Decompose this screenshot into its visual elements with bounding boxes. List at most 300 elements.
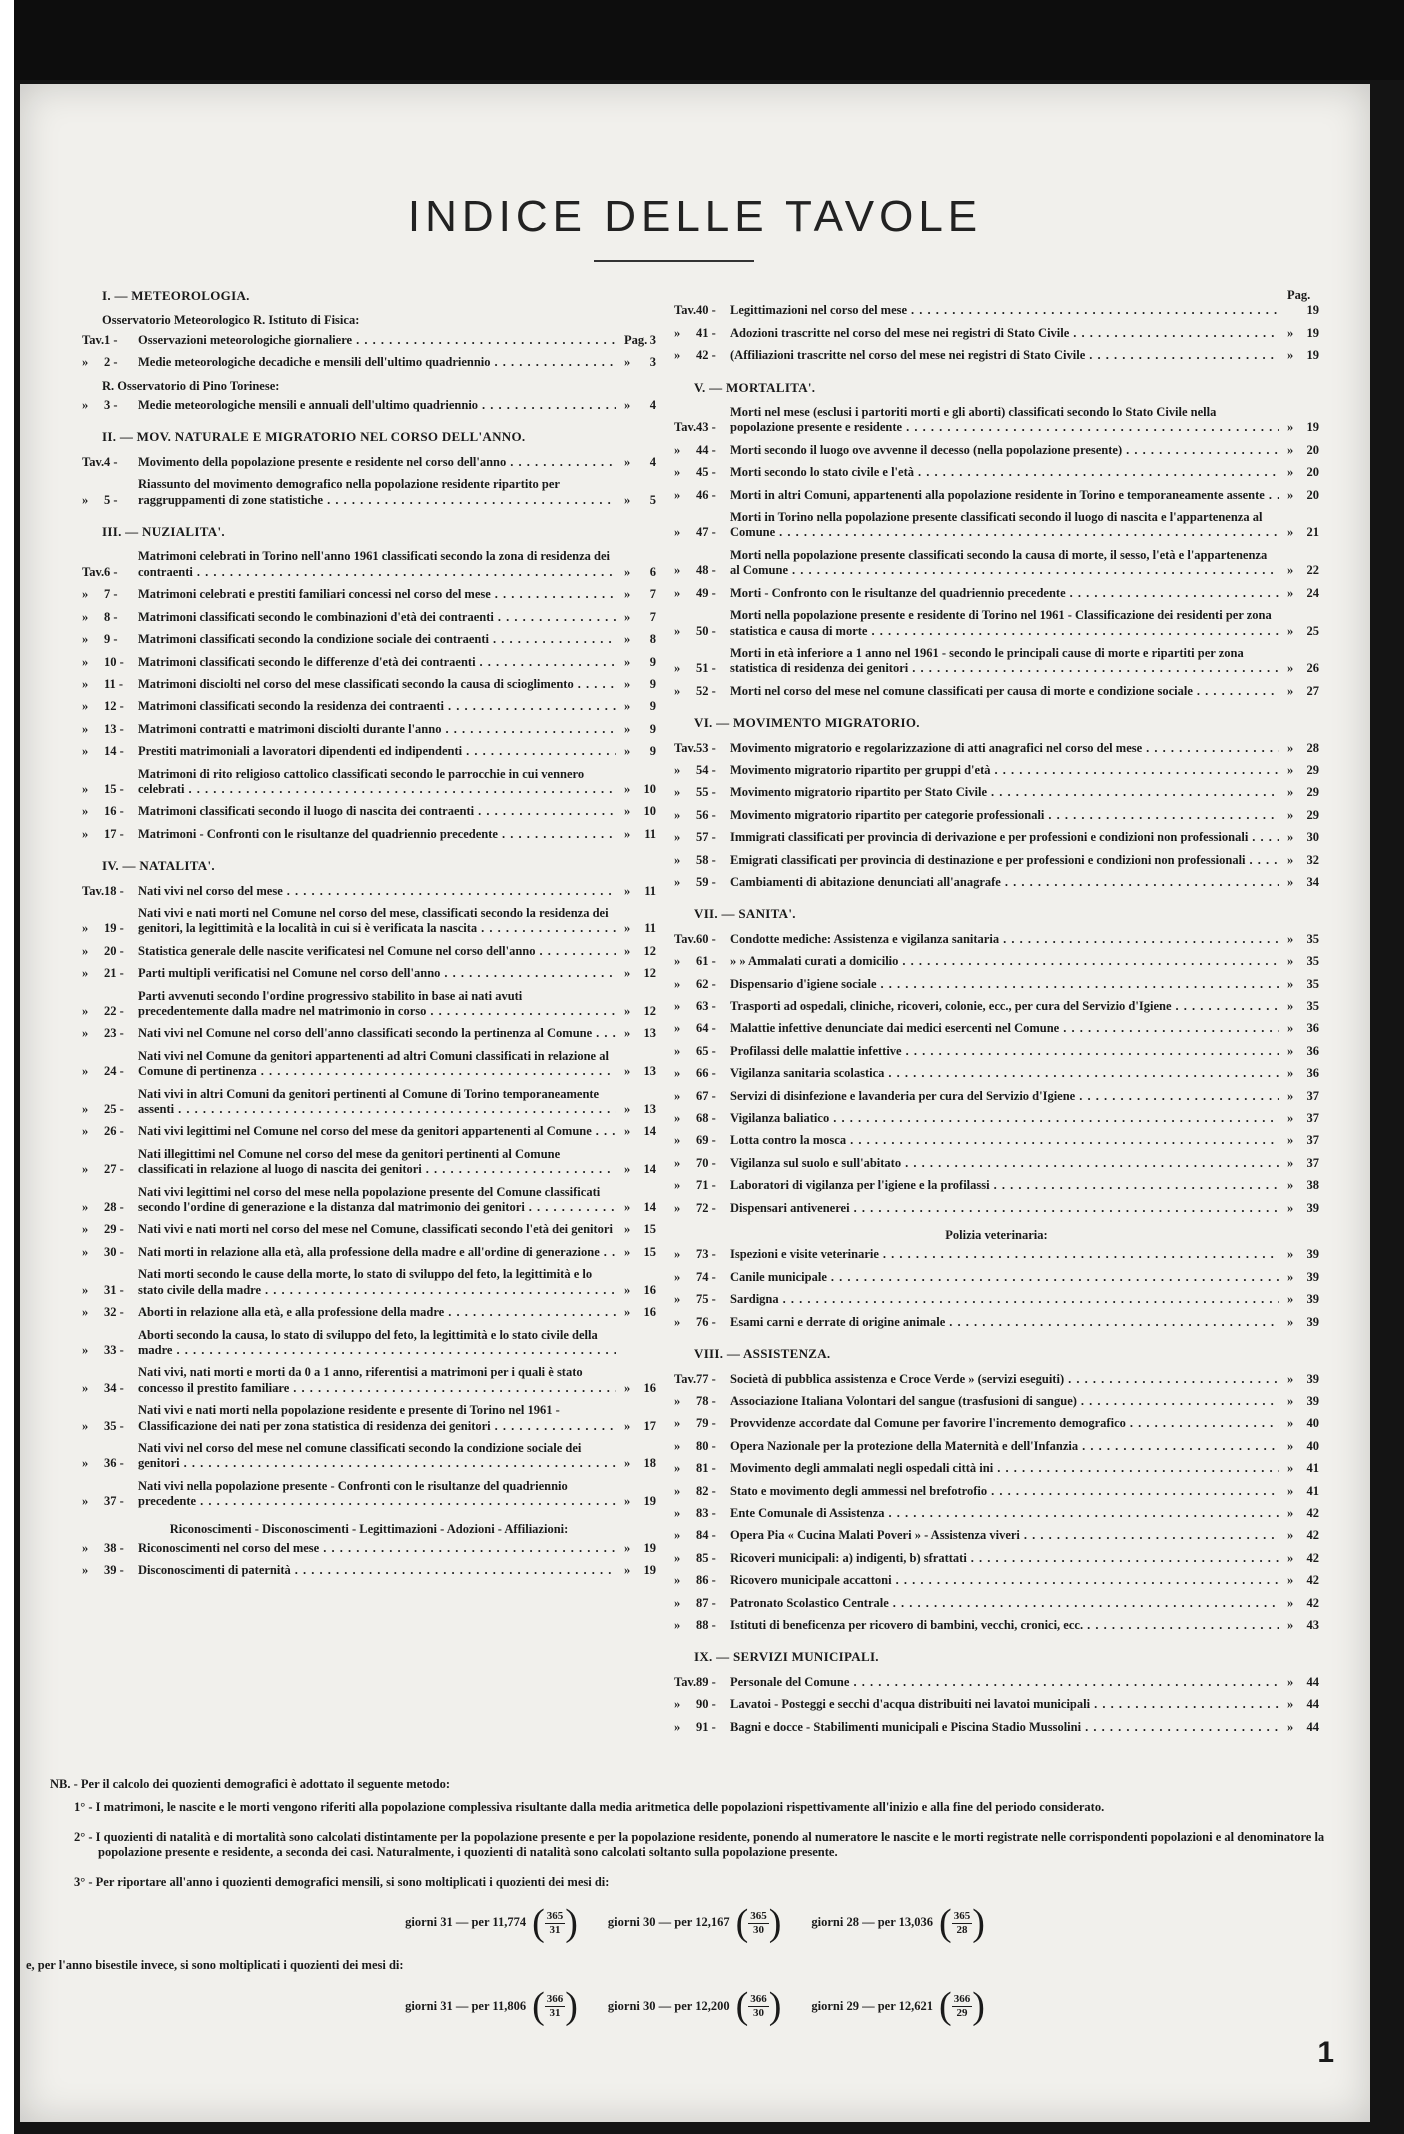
entry-page-number: 6	[649, 564, 656, 579]
entry-page	[1279, 1156, 1319, 1171]
entry-prefix: »	[674, 1292, 681, 1307]
entry-page-prefix: »	[1287, 762, 1294, 777]
entry-number: 23 -	[104, 1026, 124, 1041]
entry-prefix: »	[674, 1438, 681, 1453]
entry-number: 47 -	[696, 525, 716, 540]
entry-prefix: Tav.	[82, 454, 105, 469]
table-entry	[82, 884, 656, 899]
entry-prefix: »	[674, 1066, 681, 1081]
entry-prefix: »	[674, 487, 681, 502]
entry-number: 36 -	[104, 1456, 124, 1471]
entry-page-number: 40	[1306, 1416, 1319, 1431]
entry-page-prefix: »	[624, 1456, 631, 1471]
entry-page-number: 42	[1306, 1595, 1319, 1610]
entry-number: 11 -	[104, 676, 124, 691]
entry-title: Movimento migratorio e regolarizzazione di atti anagrafici nel corso del mese . . .	[730, 741, 1279, 756]
entry-prefix: »	[82, 1282, 89, 1297]
entry-prefix: »	[82, 492, 89, 507]
entry-page-prefix: »	[624, 744, 631, 759]
entry-page-prefix: »	[624, 781, 631, 796]
entry-prefix: »	[82, 699, 89, 714]
entry-page	[1279, 420, 1319, 435]
entry-number: 79 -	[696, 1416, 716, 1431]
entry-number: 19 -	[104, 921, 124, 936]
entry-page-number: 20	[1306, 442, 1319, 457]
table-entry	[82, 1328, 656, 1359]
entry-page-number: 12	[643, 943, 656, 958]
entry-page	[616, 1124, 656, 1139]
entry-page-prefix: »	[1287, 785, 1294, 800]
entry-number: 77 -	[696, 1371, 716, 1386]
entry-title: Morti in Torino nella popolazione presente classificati secondo il luogo di nascita e l'appartenenza al Comune . . .	[730, 510, 1279, 541]
entry-title: Stato e movimento degli ammessi nel brefotrofio . . .	[730, 1484, 1279, 1499]
table-entry	[82, 944, 656, 959]
formula-row-leap-year	[50, 1985, 1340, 2028]
entry-page	[1279, 1021, 1319, 1036]
entry-page-number: 16	[643, 1380, 656, 1395]
entry-number: 72 -	[696, 1200, 716, 1215]
formula	[811, 1902, 985, 1945]
entry-title: Matrimoni contratti e matrimoni disciolti durante l'anno . . .	[138, 722, 616, 737]
entry-page-prefix: »	[1287, 1292, 1294, 1307]
entry-number: 78 -	[696, 1393, 716, 1408]
entry-page	[1279, 1528, 1319, 1543]
entry-page-number: 44	[1306, 1674, 1319, 1689]
entry-number: 54 -	[696, 762, 716, 777]
entry-number: 74 -	[696, 1269, 716, 1284]
entry-prefix: »	[674, 683, 681, 698]
fraction	[939, 1902, 985, 1945]
entry-number: 45 -	[696, 465, 716, 480]
entry-page-number: 13	[643, 1026, 656, 1041]
entry-page-prefix: »	[624, 1222, 631, 1237]
entry-title: Nati vivi in altri Comuni da genitori pertinenti al Comune di Torino temporaneamente assenti . . .	[138, 1087, 616, 1118]
entry-title: Aborti secondo la causa, lo stato di sviluppo del feto, la legittimità e lo stato civile della madre . . .	[138, 1328, 616, 1359]
entry-page-prefix: »	[1287, 1043, 1294, 1058]
entry-page-prefix: »	[624, 1004, 631, 1018]
entry-prefix: »	[674, 1617, 681, 1632]
entry-page	[616, 944, 656, 959]
table-entry	[674, 608, 1319, 639]
entry-page	[616, 333, 656, 348]
formula	[405, 1902, 578, 1945]
entry-title: Cambiamenti di abitazione denunciati all'anagrafe . . .	[730, 875, 1279, 890]
entry-number: 68 -	[696, 1111, 716, 1126]
entry-page	[1279, 1439, 1319, 1454]
entry-page-prefix: »	[624, 1026, 631, 1041]
entry-page	[1279, 465, 1319, 480]
entry-number: 25 -	[104, 1102, 124, 1117]
entry-title: Nati vivi e nati morti nella popolazione residente e presente di Torino nel 1961 - Classificazione dei nati per zona statistica di residenza dei genitori . . .	[138, 1403, 616, 1434]
table-entry	[82, 989, 656, 1020]
entry-page-number: 29	[1306, 762, 1319, 777]
entry-prefix: »	[82, 1064, 89, 1079]
entry-page	[1279, 999, 1319, 1014]
formula	[607, 1902, 782, 1945]
entry-page-number: 32	[1306, 852, 1319, 867]
fraction-body	[748, 1910, 769, 1937]
table-entry	[82, 587, 656, 602]
entry-page	[1279, 932, 1319, 947]
entry-page	[1279, 741, 1319, 756]
entry-title: Nati vivi nel Comune da genitori appartenenti ad altri Comuni classificati in relazione al Comune di pertinenza . . .	[138, 1049, 616, 1080]
entry-title: Lotta contro la mosca . . .	[730, 1133, 1279, 1148]
entry-prefix: »	[82, 804, 89, 819]
formula-label: giorni 29 — per 12,621	[811, 1998, 934, 2013]
entry-prefix: »	[674, 1133, 681, 1148]
entry-page-prefix: »	[624, 609, 631, 624]
entry-page-number: 30	[1306, 830, 1319, 845]
entry-page-number: 35	[1306, 976, 1319, 991]
entry-page	[616, 455, 656, 470]
entry-prefix: »	[82, 1563, 89, 1578]
table-entry	[674, 785, 1319, 800]
entry-number: 57 -	[696, 830, 716, 845]
entry-page-prefix: »	[624, 1064, 631, 1079]
entry-prefix: »	[674, 585, 681, 600]
entry-prefix: »	[82, 398, 89, 413]
entry-page	[1279, 1372, 1319, 1387]
entry-page-number: 44	[1306, 1697, 1319, 1712]
entry-prefix: »	[82, 1418, 89, 1433]
entry-page	[616, 1494, 656, 1509]
entry-prefix: Tav.	[674, 420, 697, 435]
entry-page-prefix: »	[1287, 1393, 1294, 1408]
entry-page-number: 9	[649, 699, 656, 714]
table-entry	[674, 1394, 1319, 1409]
entry-page-prefix: »	[624, 1494, 631, 1509]
entry-number: 41 -	[696, 325, 716, 340]
entry-page-number: 12	[643, 966, 656, 981]
entry-page-number: 44	[1306, 1719, 1319, 1734]
entry-page-prefix: »	[624, 1244, 631, 1259]
fraction-denominator: 29	[956, 2006, 968, 2019]
entry-prefix: »	[674, 830, 681, 845]
entry-page-prefix: »	[1287, 1416, 1294, 1431]
entry-page-number: 37	[1306, 1088, 1319, 1103]
entry-number: 17 -	[104, 826, 124, 841]
entry-page-number: 38	[1306, 1178, 1319, 1193]
fraction-denominator: 30	[752, 1923, 764, 1936]
entry-page	[1279, 1675, 1319, 1690]
entry-page	[616, 1563, 656, 1578]
entry-page-prefix: »	[1287, 1573, 1294, 1588]
entry-page-number: 17	[643, 1418, 656, 1433]
entry-number: 58 -	[696, 852, 716, 867]
entry-number: 80 -	[696, 1438, 716, 1453]
entry-page-number: 21	[1306, 525, 1319, 540]
entry-page-prefix: Pag.	[1287, 288, 1311, 302]
entry-page-prefix: »	[1287, 740, 1294, 755]
entry-page-prefix: »	[624, 721, 631, 736]
entry-number: 24 -	[104, 1064, 124, 1079]
subsection-heading: Polizia veterinaria:	[945, 1228, 1048, 1243]
entry-page-number: 35	[1306, 999, 1319, 1013]
entry-number: 59 -	[696, 874, 716, 889]
entry-prefix: »	[674, 1550, 681, 1565]
entry-prefix: »	[674, 785, 681, 800]
entry-prefix: »	[674, 1483, 681, 1498]
entry-number: 85 -	[696, 1550, 716, 1565]
entry-page	[1279, 326, 1319, 341]
entry-title: Morti secondo lo stato civile e l'età . . .	[730, 465, 1279, 480]
entry-page-prefix: »	[1287, 1133, 1294, 1148]
entry-page	[616, 355, 656, 370]
table-entry	[82, 699, 656, 714]
entry-page-prefix: »	[1287, 1371, 1294, 1386]
entry-number: 49 -	[696, 585, 716, 600]
entry-title: Lavatoi - Posteggi e secchi d'acqua distribuiti nei lavatoi municipali . . .	[730, 1697, 1279, 1712]
entry-title: Profilassi delle malattie infettive . . .	[730, 1044, 1279, 1059]
table-entry	[674, 1596, 1319, 1611]
entry-number: 30 -	[104, 1244, 124, 1259]
table-entry	[674, 443, 1319, 458]
entry-page-number: 25	[1306, 623, 1319, 638]
entry-page	[1279, 624, 1319, 639]
entry-prefix: »	[674, 1269, 681, 1284]
formula-label: giorni 31 — per 11,774	[405, 1915, 527, 1930]
entry-title: Nati vivi nel Comune nel corso dell'anno classificati secondo la pertinenza al Comune . . .	[138, 1026, 616, 1041]
entry-title: Movimento migratorio ripartito per categorie professionali . . .	[730, 808, 1279, 823]
entry-page	[1279, 830, 1319, 845]
entry-title: Bagni e docce - Stabilimenti municipali e Piscina Stadio Mussolini . . .	[730, 1720, 1279, 1735]
entry-page-prefix: »	[1287, 420, 1294, 435]
left-column	[82, 288, 656, 1586]
table-entry	[82, 1087, 656, 1118]
entry-prefix: »	[674, 1416, 681, 1431]
entry-number: 91 -	[696, 1719, 716, 1734]
entry-page-number: 3	[649, 355, 656, 370]
entry-prefix: Tav.	[674, 1674, 697, 1689]
entry-prefix: Tav.	[82, 332, 105, 347]
table-entry	[82, 333, 656, 348]
entry-page-number: 4	[649, 398, 656, 413]
entry-page-prefix: »	[624, 654, 631, 669]
entry-page-number: 37	[1306, 1155, 1319, 1170]
note-item-3: 3° - Per riportare all'anno i quozienti demografici mensili, si sono moltiplicati i quozienti dei mesi di:	[74, 1874, 610, 1889]
entry-page-number: 11	[644, 826, 656, 841]
entry-prefix: »	[82, 1244, 89, 1259]
table-entry	[674, 288, 1319, 319]
entry-prefix: »	[82, 1004, 89, 1018]
entry-number: 15 -	[104, 781, 124, 796]
entry-page	[616, 587, 656, 602]
table-entry	[82, 1403, 656, 1434]
entry-number: 38 -	[104, 1540, 124, 1555]
entry-page-number: 24	[1306, 585, 1319, 600]
entry-title: Matrimoni classificati secondo le differenze d'età dei contraenti . . .	[138, 655, 616, 670]
entry-number: 90 -	[696, 1697, 716, 1712]
entry-prefix: »	[674, 1697, 681, 1712]
table-entry	[82, 455, 656, 470]
fraction	[735, 1985, 782, 2028]
table-entry	[674, 1021, 1319, 1036]
table-entry	[674, 830, 1319, 845]
table-entry	[674, 1675, 1319, 1690]
entry-number: 63 -	[696, 999, 716, 1013]
entry-page-prefix: »	[1287, 442, 1294, 457]
entry-prefix: Tav.	[674, 303, 697, 318]
entry-page-prefix: »	[1287, 325, 1294, 340]
entry-prefix: Tav.	[674, 1371, 697, 1386]
entry-prefix: »	[82, 1456, 89, 1471]
entry-page-number: 43	[1306, 1617, 1319, 1632]
entry-title: Adozioni trascritte nel corso del mese nei registri di Stato Civile . . .	[730, 326, 1279, 341]
entry-number: 14 -	[104, 744, 124, 759]
formula-label: giorni 30 — per 12,167	[607, 1915, 730, 1930]
table-entry	[82, 1479, 656, 1510]
entry-number: 2 -	[104, 355, 118, 370]
table-entry	[82, 1541, 656, 1556]
paren-left: (	[532, 1985, 545, 2028]
entry-title: Matrimoni celebrati in Torino nell'anno 1961 classificati secondo la zona di residenza dei contraenti . . .	[138, 549, 616, 580]
entry-number: 44 -	[696, 442, 716, 457]
entry-prefix: »	[82, 1540, 89, 1555]
entry-prefix: »	[82, 1342, 89, 1357]
entry-prefix: »	[674, 1528, 681, 1543]
entry-prefix: »	[674, 623, 681, 638]
entry-page	[616, 1102, 656, 1117]
entry-title: Nati morti in relazione alla età, alla professione della madre e all'ordine di generazione . . .	[138, 1245, 616, 1260]
entry-prefix: »	[674, 1200, 681, 1215]
table-entry	[82, 355, 656, 370]
entry-page-prefix: »	[624, 921, 631, 936]
paren-right: )	[565, 1985, 578, 2028]
entry-prefix: »	[674, 762, 681, 777]
entry-page-number: 19	[1306, 325, 1319, 340]
entry-prefix: Tav.	[674, 740, 697, 755]
section-heading: IV. — NATALITA'.	[102, 858, 215, 874]
entry-page	[616, 565, 656, 580]
section-heading: VII. — SANITA'.	[694, 906, 796, 922]
entry-title: Prestiti matrimoniali a lavoratori dipendenti ed indipendenti . . .	[138, 744, 616, 759]
entry-page-prefix: »	[624, 826, 631, 841]
entry-number: 84 -	[696, 1528, 716, 1543]
entry-number: 29 -	[104, 1222, 124, 1237]
right-column	[674, 288, 1319, 1742]
table-entry	[82, 632, 656, 647]
entry-page	[1279, 875, 1319, 890]
entry-page-prefix: »	[1287, 1021, 1294, 1036]
entry-number: 53 -	[696, 740, 716, 755]
entry-page	[1279, 1201, 1319, 1216]
entry-title: Dispensario d'igiene sociale . . .	[730, 977, 1279, 992]
entry-title: » » Ammalati curati a domicilio . . .	[730, 954, 1279, 969]
entry-number: 40 -	[696, 303, 716, 318]
entry-page-number: 42	[1306, 1573, 1319, 1588]
entry-title: Morti in età inferiore a 1 anno nel 1961 - secondo le principali cause di morte e ripartiti per zona statistica di residenza dei genitori . . .	[730, 646, 1279, 677]
entry-number: 21 -	[104, 966, 124, 981]
entry-page-prefix: »	[1287, 1719, 1294, 1734]
entry-title: Vigilanza baliatico . . .	[730, 1111, 1279, 1126]
entry-title: Società di pubblica assistenza e Croce Verde » (servizi eseguiti) . . .	[730, 1372, 1279, 1387]
entry-title: Osservazioni meteorologiche giornaliere . . .	[138, 333, 616, 348]
entry-page	[616, 632, 656, 647]
entry-prefix: »	[82, 1102, 89, 1117]
entry-number: 37 -	[104, 1494, 124, 1509]
entry-page	[1279, 1111, 1319, 1126]
entry-prefix: »	[674, 874, 681, 889]
entry-title: Nati vivi legittimi nel corso del mese nella popolazione presente del Comune classificati secondo l'ordine di generazione e la distanza dal matrimonio dei genitori . . .	[138, 1185, 616, 1216]
formula-row-standard-year	[50, 1902, 1340, 1945]
entry-title: Servizi di disinfezione e lavanderia per cura del Servizio d'Igiene . . .	[730, 1089, 1279, 1104]
entry-page	[1279, 563, 1319, 578]
entry-title: Malattie infettive denunciate dai medici esercenti nel Comune . . .	[730, 1021, 1279, 1036]
entry-title: Nati vivi legittimi nel Comune nel corso del mese da genitori appartenenti al Comune . . .	[138, 1124, 616, 1139]
entry-number: 50 -	[696, 623, 716, 638]
entry-title: Matrimoni classificati secondo la condizione sociale dei contraenti . . .	[138, 632, 616, 647]
table-entry	[674, 684, 1319, 699]
entry-prefix: »	[674, 465, 681, 480]
entry-prefix: »	[82, 921, 89, 936]
entry-prefix: »	[674, 525, 681, 540]
entry-page-number: 29	[1306, 807, 1319, 822]
section-heading: I. — METEOROLOGIA.	[102, 288, 250, 303]
entry-page	[1279, 808, 1319, 823]
entry-title: Opera Pia « Cucina Malati Poveri » - Assistenza viveri . . .	[730, 1528, 1279, 1543]
entry-number: 7 -	[104, 587, 118, 602]
entry-page-prefix: »	[1287, 465, 1294, 480]
entry-page-number: 37	[1306, 1111, 1319, 1126]
entry-title: Nati vivi nel corso del mese nel comune classificati secondo la condizione sociale dei genitori . . .	[138, 1441, 616, 1472]
table-entry	[674, 932, 1319, 947]
entry-page-prefix: »	[624, 492, 631, 507]
entry-page-prefix: »	[1287, 1088, 1294, 1103]
entry-page-number: 27	[1306, 683, 1319, 698]
entry-page-prefix: »	[1287, 999, 1294, 1013]
entry-page	[616, 677, 656, 692]
fraction-numerator: 366	[750, 1992, 767, 2005]
paren-left: (	[532, 1902, 545, 1945]
entry-page-prefix: »	[1287, 1697, 1294, 1712]
entry-page	[1279, 525, 1319, 540]
formula-label: giorni 28 — per 13,036	[811, 1915, 934, 1930]
table-entry	[674, 875, 1319, 890]
entry-prefix: »	[82, 721, 89, 736]
table-entry	[674, 1270, 1319, 1285]
entry-title: Immigrati classificati per provincia di derivazione e per professioni e condizioni non professionali . . .	[730, 830, 1279, 845]
entry-page	[1279, 586, 1319, 601]
entry-page	[616, 1305, 656, 1320]
fraction-denominator: 28	[956, 1923, 968, 1936]
entry-page-prefix: »	[624, 1200, 631, 1215]
entry-prefix: »	[674, 1719, 681, 1734]
entry-page-number: 15	[643, 1222, 656, 1237]
entry-title: Morti - Confronto con le risultanze del quadriennio precedente . . .	[730, 586, 1279, 601]
entry-page	[1279, 1506, 1319, 1521]
entry-page-prefix: »	[1287, 874, 1294, 889]
entry-number: 61 -	[696, 954, 716, 969]
entry-number: 75 -	[696, 1292, 716, 1307]
entry-page-prefix: »	[1287, 1314, 1294, 1329]
entry-title: Nati vivi e nati morti nel Comune nel corso del mese, classificati secondo la residenza dei genitori, la legittimità e la località in cui si è verificata la nascita . . .	[138, 906, 616, 937]
table-entry	[674, 1484, 1319, 1499]
entry-number: 89 -	[696, 1674, 716, 1689]
entry-prefix: »	[674, 1573, 681, 1588]
entry-title: Dispensari antivenerei . . .	[730, 1201, 1279, 1216]
entry-prefix: »	[82, 744, 89, 759]
entry-number: 5 -	[104, 492, 118, 507]
entry-title: Nati vivi e nati morti nel corso del mese nel Comune, classificati secondo l'età dei genitori . . .	[138, 1222, 616, 1237]
entry-page-number: 12	[643, 1004, 656, 1018]
formula	[811, 1985, 985, 2028]
entry-page-number: 9	[649, 654, 656, 669]
table-entry	[674, 999, 1319, 1014]
entry-prefix: »	[674, 563, 681, 578]
entry-page-number: 7	[649, 609, 656, 624]
entry-prefix: »	[82, 1162, 89, 1177]
formula	[607, 1985, 782, 2028]
